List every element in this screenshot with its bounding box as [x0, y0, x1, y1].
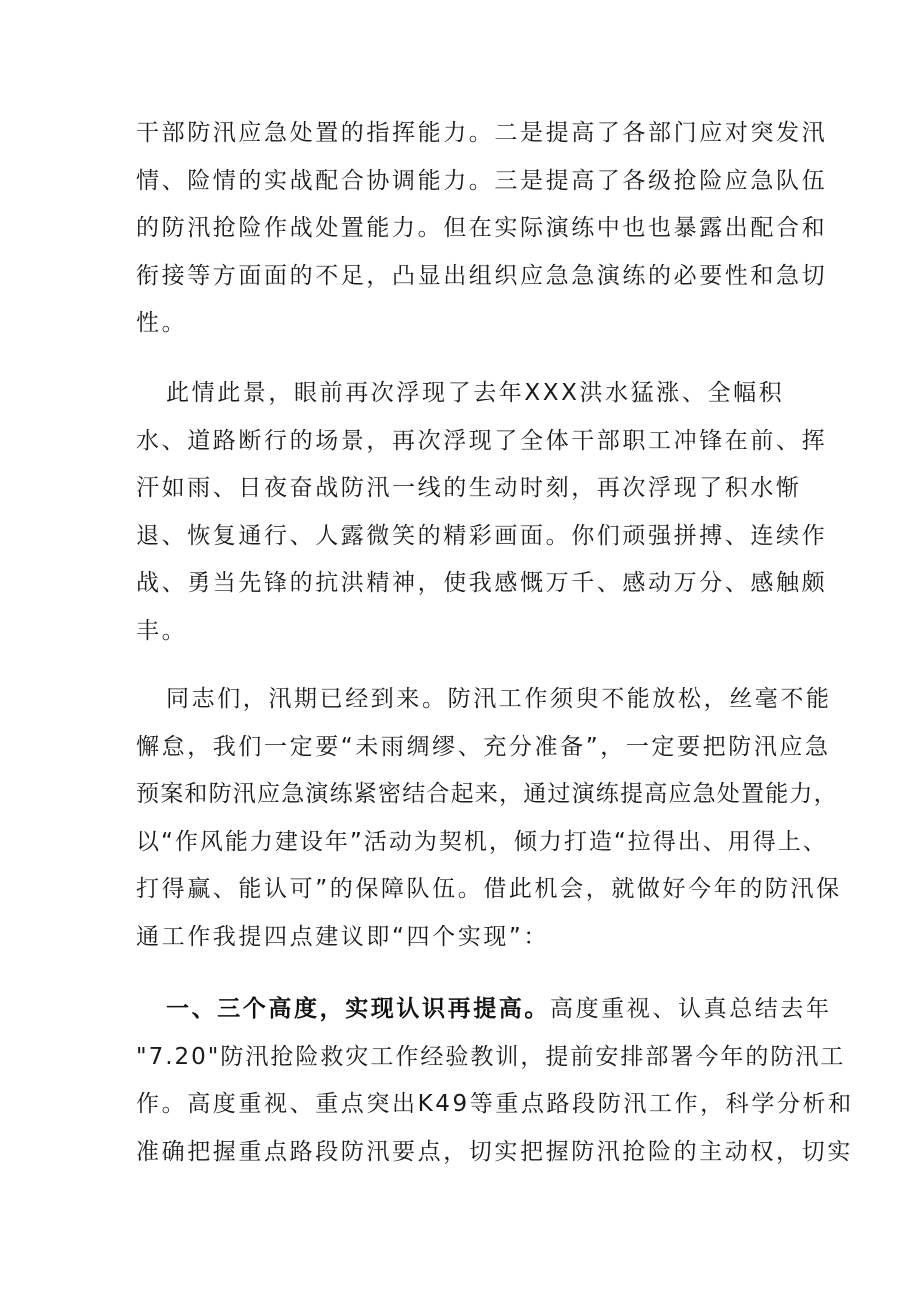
- text-line: 退、恢复通行、人露微笑的精彩画面。你们顽强拼搏、连续作: [136, 522, 828, 549]
- text-line: 作。高度重视、重点突出K49等重点路段防汛工作，科学分析和: [136, 1091, 854, 1117]
- text-line: 战、勇当先锋的抗洪精神，使我感慨万千、感动万分、感触颇: [136, 570, 828, 596]
- text-line: 懈怠，我们一定要“未雨绸缪、充分准备”，一定要把防汛应急: [136, 733, 831, 760]
- text-line: 丰。: [136, 617, 188, 644]
- text-line: 性。: [136, 310, 188, 336]
- text-line: 的防汛抢险作战处置能力。但在实际演练中也也暴露出配合和: [136, 215, 828, 241]
- text-line: 情、险情的实战配合协调能力。三是提高了各级抢险应急队伍: [136, 167, 828, 194]
- section-heading: 一、三个高度，实现认识再提高。: [166, 996, 550, 1022]
- paragraph-4: [136, 986, 854, 1176]
- text-line: 同志们，汛期已经到来。防汛工作须臾不能放松，丝毫不能: [166, 686, 832, 712]
- text-line: 准确把握重点路段防汛要点，切实把握防汛抢险的主动权，切实: [136, 1138, 853, 1165]
- text-line: 干部防汛应急处置的指挥能力。二是提高了各部门应对突发汛: [136, 120, 828, 146]
- text-line: "7.20"防汛抢险救灾工作经验教训，提前安排部署今年的防汛工: [136, 1043, 846, 1070]
- text-line: 衔接等方面面的不足，凸显出组织应急急演练的必要性和急切: [136, 262, 828, 289]
- text-line: 通工作我提四点建议即“四个实现”：: [136, 923, 550, 950]
- text-line: 预案和防汛应急演练紧密结合起来，通过演练提高应急处置能力，: [136, 781, 838, 807]
- paragraph-1: [136, 110, 828, 348]
- paragraph-2: [136, 370, 828, 655]
- text-line: 打得赢、能认可”的保障队伍。借此机会，就做好今年的防汛保: [136, 876, 842, 902]
- text-line: 此情此景，眼前再次浮现了去年XXX洪水猛涨、全幅积: [166, 380, 785, 406]
- heading-line-rest: 高度重视、认真总结去年: [550, 996, 832, 1022]
- paragraph-3: [136, 676, 842, 961]
- text-line: 以“作风能力建设年”活动为契机，倾力打造“拉得出、用得上、: [136, 828, 828, 855]
- text-line: 水、道路断行的场景，再次浮现了全体干部职工冲锋在前、挥: [136, 427, 828, 454]
- text-line: 汗如雨、日夜奋战防汛一线的生动时刻，再次浮现了积水惭: [136, 475, 802, 501]
- text-line: [136, 986, 832, 1034]
